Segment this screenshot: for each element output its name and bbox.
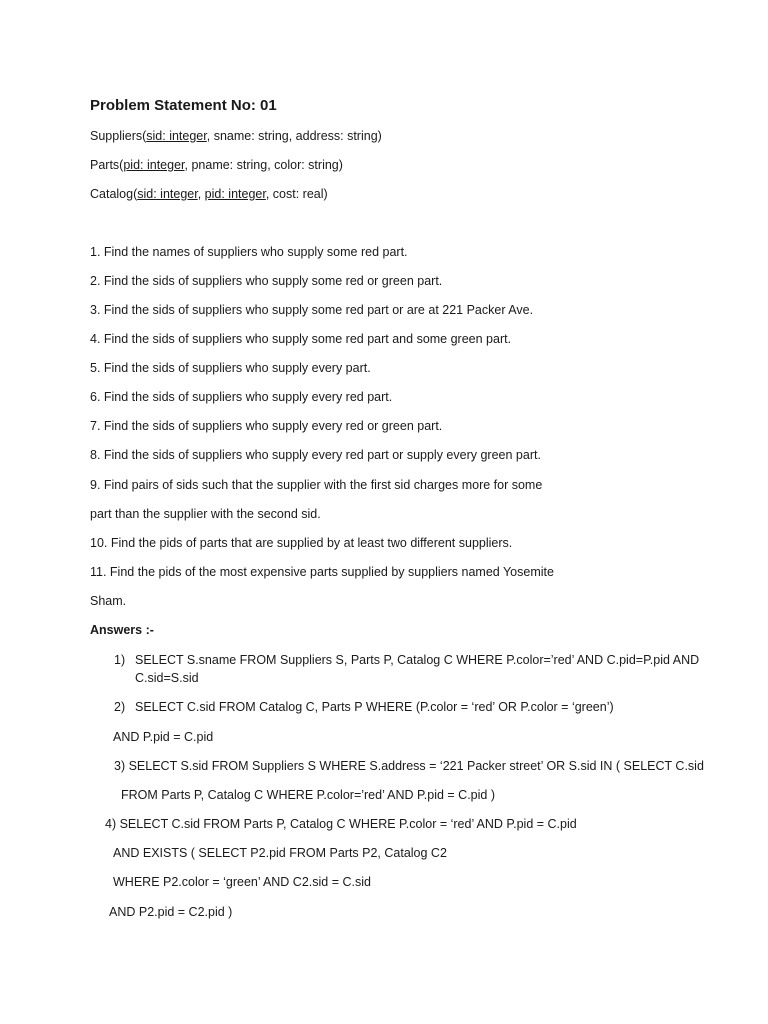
schema-suppliers	[90, 128, 382, 144]
question-item: 5. Find the sids of suppliers who supply every part.	[90, 361, 371, 375]
answer-line: SELECT S.sname FROM Suppliers S, Parts P, Catalog C WHERE P.color=’red’ AND C.pid=P.pid AND	[135, 653, 700, 667]
schema-parts-rest: , pname: string, color: string)	[184, 158, 343, 172]
answer-line: 3) SELECT S.sid FROM Suppliers S WHERE S.address = ‘221 Packer street’ OR S.sid IN ( SELECT C.sid	[114, 759, 704, 773]
answer-line: AND P2.pid = C2.pid )	[109, 905, 233, 919]
page-title: Problem Statement No: 01	[90, 97, 277, 114]
question-item: 3. Find the sids of suppliers who supply some red part or are at 221 Packer Ave.	[90, 303, 534, 317]
answer-number: 2)	[114, 700, 126, 714]
schema-parts-key: pid: integer	[123, 158, 185, 172]
question-item: 4. Find the sids of suppliers who supply some red part and some green part.	[90, 332, 512, 346]
schema-parts	[90, 157, 343, 173]
question-item: 11. Find the pids of the most expensive parts supplied by suppliers named Yosemite	[90, 565, 554, 579]
question-item: 2. Find the sids of suppliers who supply some red or green part.	[90, 274, 443, 288]
schema-catalog-sep: ,	[197, 187, 205, 201]
answer-line: C.sid=S.sid	[135, 671, 199, 685]
answer-line: SELECT C.sid FROM Catalog C, Parts P WHERE (P.color = ‘red’ OR P.color = ‘green’)	[135, 700, 614, 714]
schema-catalog-name: Catalog(	[90, 187, 138, 201]
question-item-continued: Sham.	[90, 594, 127, 608]
answers-heading: Answers :-	[90, 623, 154, 637]
question-item: 9. Find pairs of sids such that the supplier with the first sid charges more for some	[90, 478, 543, 492]
answer-line: 4) SELECT C.sid FROM Parts P, Catalog C WHERE P.color = ‘red’ AND P.pid = C.pid	[105, 817, 577, 831]
question-item-continued: part than the supplier with the second sid.	[90, 507, 321, 521]
answer-line: AND P.pid = C.pid	[113, 730, 214, 744]
schema-parts-name: Parts(	[90, 158, 124, 172]
schema-suppliers-rest: , sname: string, address: string)	[206, 129, 382, 143]
question-item: 1. Find the names of suppliers who supply some red part.	[90, 245, 408, 259]
answer-number: 1)	[114, 653, 126, 667]
schema-suppliers-key: sid: integer	[146, 129, 207, 143]
question-item: 8. Find the sids of suppliers who supply every red part or supply every green part.	[90, 448, 541, 462]
question-item: 6. Find the sids of suppliers who supply every red part.	[90, 390, 393, 404]
schema-suppliers-name: Suppliers(	[90, 129, 147, 143]
answer-line: FROM Parts P, Catalog C WHERE P.color=’red’ AND P.pid = C.pid )	[121, 788, 495, 802]
schema-catalog	[90, 186, 328, 202]
question-item: 10. Find the pids of parts that are supplied by at least two different suppliers.	[90, 536, 513, 550]
schema-catalog-key2: pid: integer	[204, 187, 266, 201]
schema-catalog-key1: sid: integer	[137, 187, 198, 201]
schema-catalog-rest: , cost: real)	[265, 187, 328, 201]
answer-line: AND EXISTS ( SELECT P2.pid FROM Parts P2, Catalog C2	[113, 846, 447, 860]
answer-line: WHERE P2.color = ‘green’ AND C2.sid = C.sid	[113, 875, 371, 889]
question-item: 7. Find the sids of suppliers who supply every red or green part.	[90, 419, 443, 433]
